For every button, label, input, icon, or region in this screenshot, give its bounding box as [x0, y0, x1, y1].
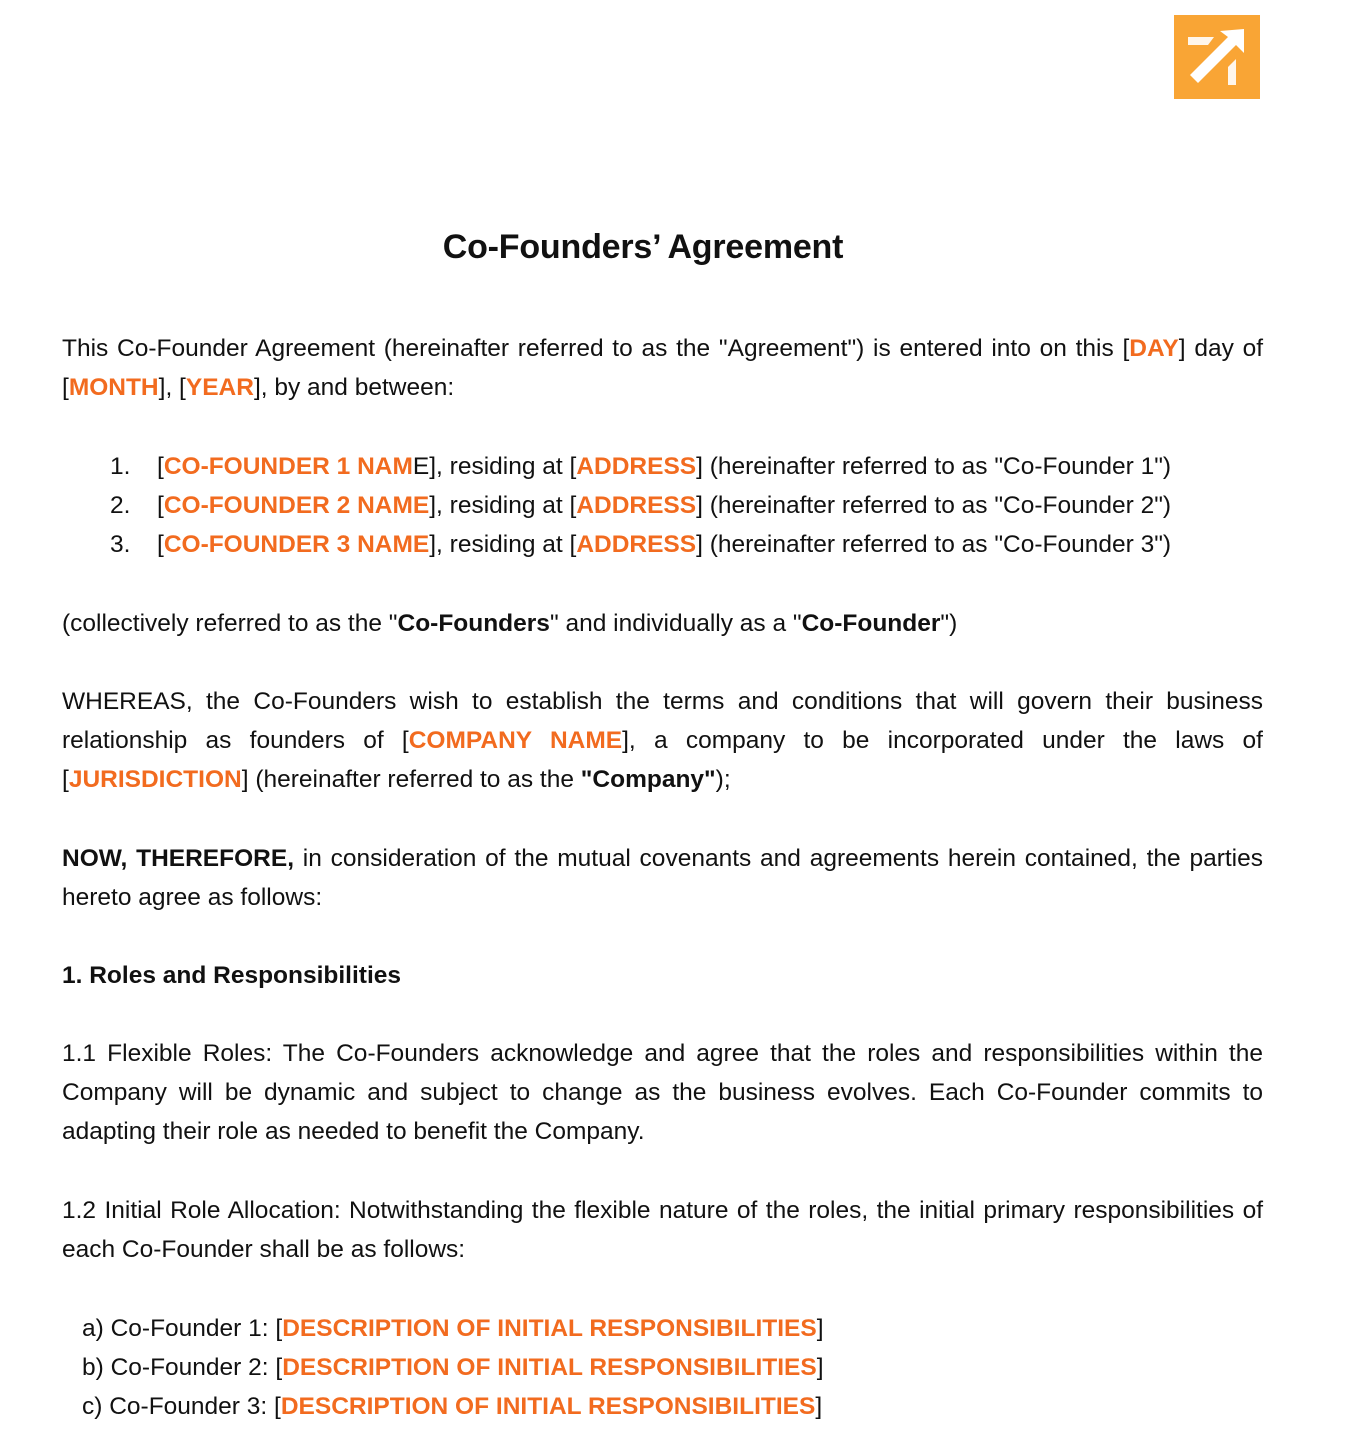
intro-text: ], [: [158, 374, 186, 401]
role-label: c) Co-Founder 3: [: [82, 1393, 281, 1420]
year-placeholder: YEAR: [185, 374, 254, 401]
defined-term: "Company": [580, 766, 716, 793]
jurisdiction-placeholder: JURISDICTION: [68, 766, 242, 793]
paragraph-text: WHEREAS, the Co-Founders wish to establish the terms and conditions that will govern their business relationship as founders of [: [62, 688, 1263, 754]
cofounder-name-placeholder: CO-FOUNDER 1 NAM: [163, 453, 413, 480]
paragraph-text: "): [940, 610, 958, 637]
paragraph-1-2: 1.2 Initial Role Allocation: Notwithstanding the flexible nature of the roles, the initial primary responsibilities of each Co-Founder shall be as follows:: [62, 1197, 1263, 1263]
list-text: E], residing at [: [412, 453, 577, 480]
address-placeholder: ADDRESS: [576, 492, 697, 519]
paragraph-text: " and individually as a ": [549, 610, 802, 637]
paragraph-text: ], a company to be incorporated under the laws of [: [62, 727, 1263, 793]
list-text: ], residing at [: [429, 492, 577, 519]
intro-text: ] day of [: [62, 335, 1263, 401]
list-item: [62, 486, 1263, 525]
section-heading: 1. Roles and Responsibilities: [62, 962, 402, 989]
cofounder-name-placeholder: CO-FOUNDER 2 NAME: [163, 492, 430, 519]
list-item: [62, 525, 1263, 564]
bracket: [: [157, 492, 164, 519]
list-item: [82, 1309, 824, 1348]
company-name-placeholder: COMPANY NAME: [408, 727, 623, 754]
paragraph-text: ] (hereinafter referred to as the: [241, 766, 581, 793]
list-text: ], residing at [: [429, 531, 577, 558]
defined-term: Co-Founder: [801, 610, 941, 637]
responsibilities-placeholder: DESCRIPTION OF INITIAL RESPONSIBILITIES: [282, 1354, 817, 1381]
list-item: [62, 447, 1263, 486]
list-text: ] (hereinafter referred to as "Co-Founder 3"): [696, 531, 1172, 558]
intro-text: ], by and between:: [253, 374, 455, 401]
role-label: a) Co-Founder 1: [: [82, 1315, 283, 1342]
collectively-paragraph: [62, 604, 1263, 643]
bracket: ]: [816, 1315, 824, 1342]
bracket: [: [157, 531, 164, 558]
day-placeholder: DAY: [1129, 335, 1179, 362]
cofounder-name-placeholder: CO-FOUNDER 3 NAME: [163, 531, 430, 558]
paragraph-text: );: [715, 766, 731, 793]
defined-term: Co-Founders: [397, 610, 550, 637]
list-number: 3.: [110, 531, 131, 558]
intro-paragraph: [62, 329, 1263, 407]
address-placeholder: ADDRESS: [576, 453, 697, 480]
document-title: Co-Founders’ Agreement: [442, 228, 844, 266]
paragraph-text: in consideration of the mutual covenants and agreements herein contained, the parties hereto agree as follows:: [62, 845, 1263, 911]
list-text: ] (hereinafter referred to as "Co-Founder 1"): [696, 453, 1172, 480]
bracket: [: [157, 453, 164, 480]
paragraph-text: (collectively referred to as the ": [62, 610, 398, 637]
bracket: ]: [815, 1393, 823, 1420]
responsibilities-placeholder: DESCRIPTION OF INITIAL RESPONSIBILITIES: [282, 1315, 817, 1342]
now-therefore-paragraph: [62, 839, 1263, 917]
responsibilities-placeholder: DESCRIPTION OF INITIAL RESPONSIBILITIES: [280, 1393, 816, 1420]
month-placeholder: MONTH: [68, 374, 159, 401]
list-text: ] (hereinafter referred to as "Co-Founder 2"): [696, 492, 1172, 519]
roles-list: [82, 1309, 824, 1426]
address-placeholder: ADDRESS: [576, 531, 697, 558]
arrow-up-right-logo-icon: [1174, 15, 1260, 99]
list-item: [82, 1387, 824, 1426]
whereas-paragraph: [62, 682, 1263, 799]
list-number: 1.: [110, 453, 131, 480]
cofounder-list: [62, 447, 1263, 564]
list-number: 2.: [110, 492, 131, 519]
now-therefore-label: NOW, THEREFORE,: [62, 845, 295, 872]
role-label: b) Co-Founder 2: [: [82, 1354, 283, 1381]
intro-text: This Co-Founder Agreement (hereinafter referred to as the "Agreement") is entered into on this [: [62, 335, 1130, 362]
paragraph-1-1: 1.1 Flexible Roles: The Co-Founders acknowledge and agree that the roles and responsibilities within the Company will be dynamic and subject to change as the business evolves. Each Co-Founder commits to adapting their role as needed to benefit the Company.: [62, 1040, 1263, 1145]
list-item: [82, 1348, 824, 1387]
bracket: ]: [816, 1354, 824, 1381]
